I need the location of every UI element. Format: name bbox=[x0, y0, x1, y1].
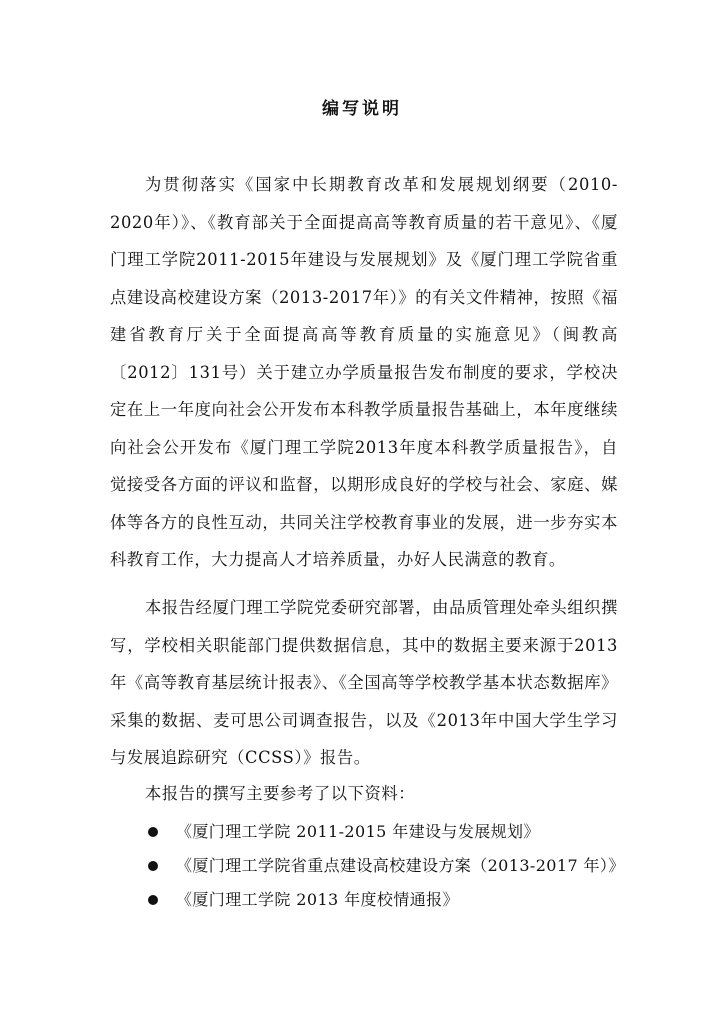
reference-text: 《厦门理工学院省重点建设高校建设方案（2013-2017 年）》 bbox=[176, 856, 625, 875]
bullet-icon bbox=[148, 861, 158, 871]
list-item bbox=[110, 883, 630, 917]
list-item bbox=[110, 849, 630, 883]
reference-text: 《厦门理工学院 2011-2015 年建设与发展规划》 bbox=[176, 822, 540, 841]
paragraph-sources bbox=[110, 589, 618, 777]
bullet-icon bbox=[148, 827, 158, 837]
reference-list bbox=[110, 815, 630, 917]
paragraph-text: 本报告的撰写主要参考了以下资料： bbox=[145, 784, 416, 803]
paragraph-references-intro bbox=[110, 775, 618, 813]
list-item bbox=[110, 815, 630, 849]
paragraph-purpose bbox=[110, 166, 618, 579]
paragraph-text: 为贯彻落实《国家中长期教育改革和发展规划纲要（2010-2020年）》、《教育部关于全面提高高等教育质量的若干意见》、《厦门理工学院2011-2015年建设与发展规划》及《厦门理工学院省重点建设高校建设方案（2013-2017年）》的有关文件精神，按照《福建省教育厅关于全面提高高等教育质量的实施意见》（闽教高〔2012〕131号）关于建立办学质量报告发布制度的要求，学校决定在上一年度向社会公开发布本科教学质量报告基础上，本年度继续向社会公开发布《厦门理工学院2013年度本科教学质量报告》，自觉接受各方面的评议和监督，以期形成良好的学校与社会、家庭、媒体等各方的良性互动，共同关注学校教育事业的发展，进一步夯实本科教育工作，大力提高人才培养质量，办好人民满意的教育。 bbox=[110, 175, 618, 569]
bullet-icon bbox=[148, 895, 158, 905]
reference-text: 《厦门理工学院 2013 年度校情通报》 bbox=[176, 890, 459, 909]
page-title: 编写说明 bbox=[322, 99, 402, 119]
paragraph-text: 本报告经厦门理工学院党委研究部署，由品质管理处牵头组织撰写，学校相关职能部门提供数据信息，其中的数据主要来源于2013年《高等教育基层统计报表》、《全国高等学校教学基本状态数据库》采集的数据、麦可思公司调查报告，以及《2013年中国大学生学习与发展追踪研究（CCSS）》报告。 bbox=[110, 598, 618, 767]
